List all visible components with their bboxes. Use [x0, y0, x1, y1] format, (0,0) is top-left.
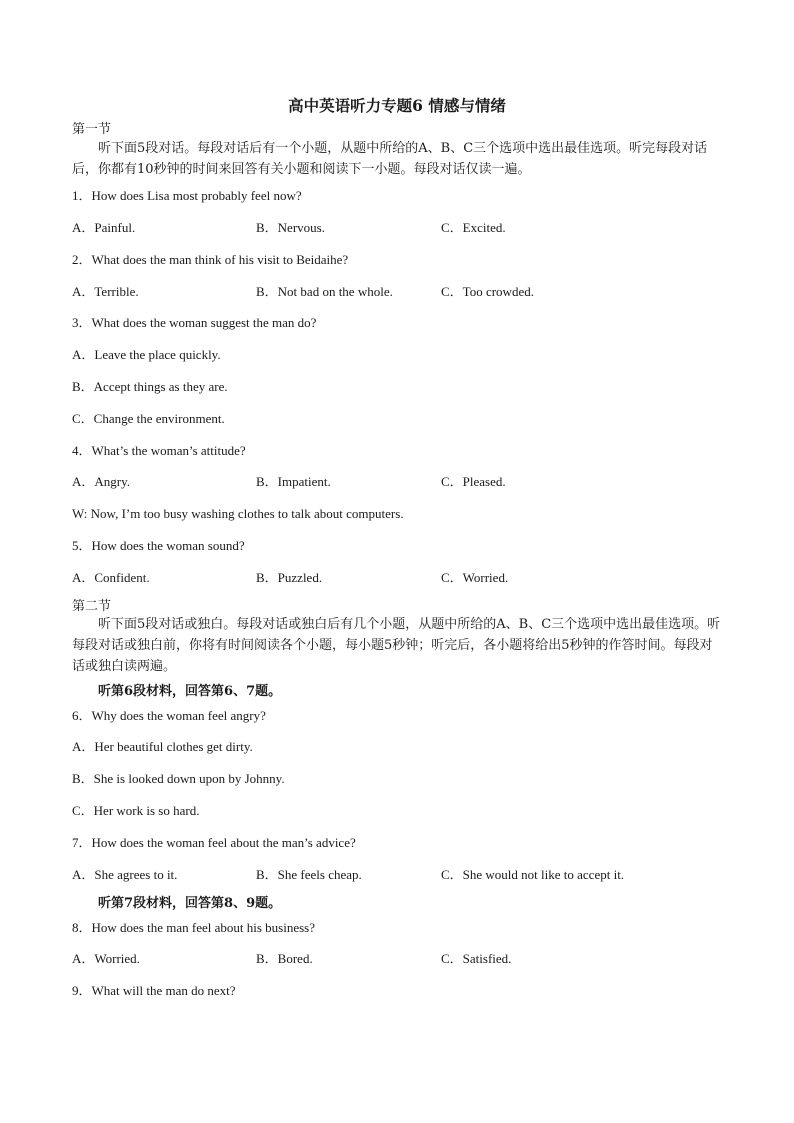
question-6-option-a: A．Her beautiful clothes get dirty.: [72, 739, 253, 754]
page-title: 高中英语听力专题6 情感与情绪: [288, 96, 506, 115]
question-5-option-a: A．Confident.: [72, 570, 150, 585]
question-4-stem: 4．What’s the woman’s attitude?: [72, 443, 246, 458]
question-3-option-c: C．Change the environment.: [72, 411, 225, 426]
question-3-stem: 3．What does the woman suggest the man do?: [72, 315, 317, 330]
question-7-stem: 7．How does the woman feel about the man’s advice?: [72, 835, 356, 850]
question-1-option-c: C．Excited.: [441, 220, 506, 235]
question-2-option-a: A．Terrible.: [72, 284, 139, 299]
question-1-option-b: B．Nervous.: [256, 220, 325, 235]
question-4-option-b: B．Impatient.: [256, 474, 331, 489]
question-4-option-c: C．Pleased.: [441, 474, 506, 489]
question-8-option-b: B．Bored.: [256, 951, 313, 966]
question-7-option-c: C．She would not like to accept it.: [441, 867, 625, 882]
question-3-option-b: B．Accept things as they are.: [72, 379, 228, 394]
question-5-stem: 5．How does the woman sound?: [72, 538, 245, 553]
question-8-option-a: A．Worried.: [72, 951, 140, 966]
question-7-option-b: B．She feels cheap.: [256, 867, 362, 882]
question-2-option-b: B．Not bad on the whole.: [256, 284, 393, 299]
material-6-heading: 听第6段材料，回答第6、7题。: [98, 684, 282, 699]
question-8-stem: 8．How does the man feel about his business?: [72, 920, 315, 935]
material-7-heading: 听第7段材料，回答第8、9题。: [98, 896, 282, 911]
question-5-option-c: C．Worried.: [441, 570, 509, 585]
question-1-option-a: A．Painful.: [72, 220, 136, 235]
question-8-option-c: C．Satisfied.: [441, 951, 512, 966]
question-9-stem: 9．What will the man do next?: [72, 983, 236, 998]
section-2-instructions: 听下面5段对话或独白。每段对话或独白后有几个小题，从题中所给的A、B、C三个选项中选出最佳选项。听每段对话或独白前，你将有时间阅读各个小题，每小题5秒钟；听完后，各小题将给出5秒钟的作答时间。每段对话或独白读两遍。: [72, 617, 721, 674]
question-5-option-b: B．Puzzled.: [256, 570, 323, 585]
question-1-stem: 1．How does Lisa most probably feel now?: [72, 188, 302, 203]
transcript-line: W: Now, I’m too busy washing clothes to talk about computers.: [72, 506, 404, 521]
section-2-heading: 第二节: [72, 599, 112, 614]
question-4-option-a: A．Angry.: [72, 474, 131, 489]
question-6-option-b: B．She is looked down upon by Johnny.: [72, 771, 285, 786]
question-3-option-a: A．Leave the place quickly.: [72, 347, 221, 362]
question-6-option-c: C．Her work is so hard.: [72, 803, 200, 818]
section-1-heading: 第一节: [72, 122, 112, 137]
section-1-instructions: 听下面5段对话。每段对话后有一个小题，从题中所给的A、B、C三个选项中选出最佳选项。听完每段对话后，你都有10秒钟的时间来回答有关小题和阅读下一小题。每段对话仅读一遍。: [72, 141, 708, 177]
question-6-stem: 6．Why does the woman feel angry?: [72, 708, 266, 723]
question-2-option-c: C．Too crowded.: [441, 284, 534, 299]
question-2-stem: 2．What does the man think of his visit to Beidaihe?: [72, 252, 349, 267]
question-7-option-a: A．She agrees to it.: [72, 867, 178, 882]
